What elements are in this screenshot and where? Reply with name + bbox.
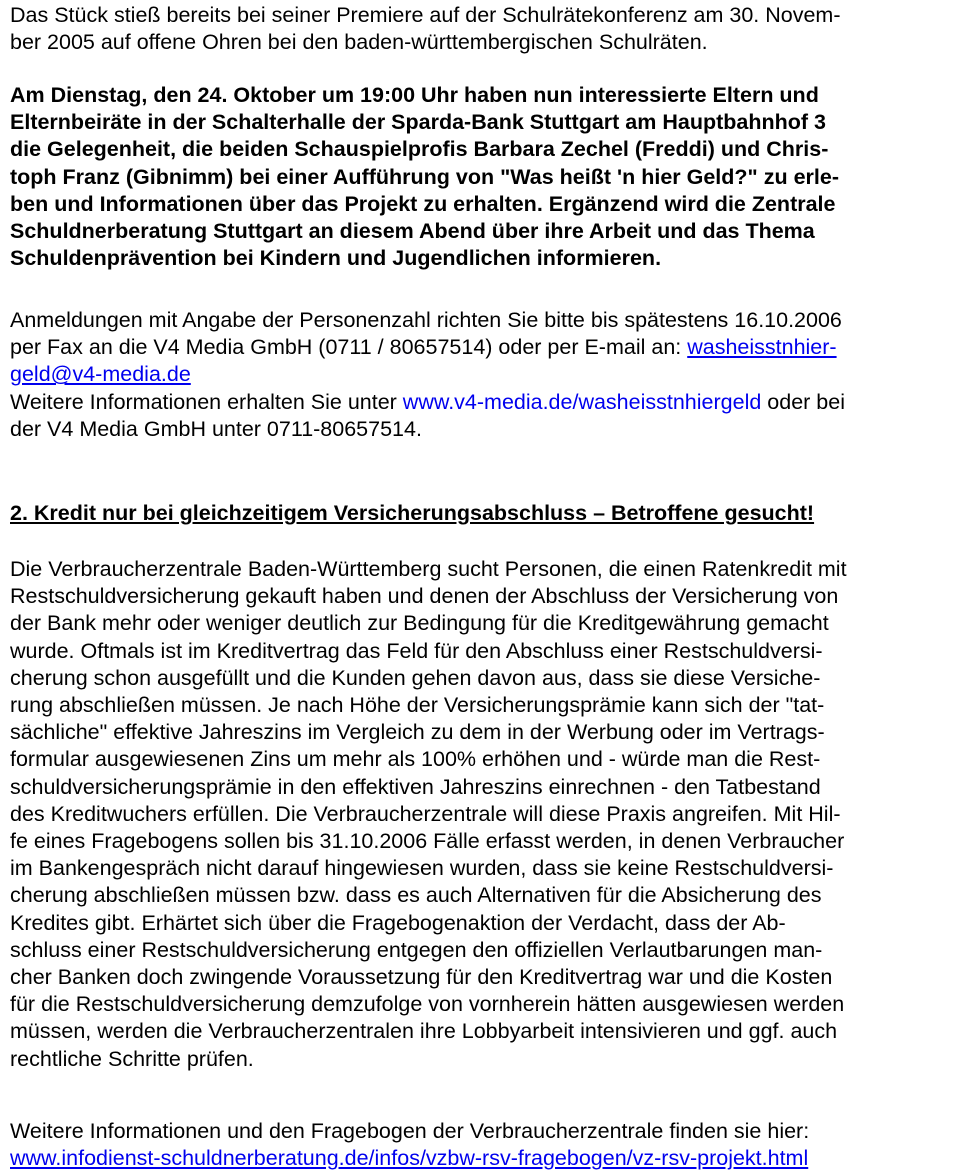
event-line: Schuldnerberatung Stuttgart an diesem Abend über ihre Arbeit und das Thema — [10, 219, 815, 244]
body-line: des Kreditwuchers erfüllen. Die Verbraucherzentrale will diese Praxis angreifen. Mit Hil- — [10, 801, 841, 826]
section-2-paragraph — [10, 556, 955, 1073]
registration-line — [10, 334, 955, 361]
body-line: Restschuldversicherung gekauft haben und denen der Abschluss der Versicherung von — [10, 584, 839, 609]
body-line: cherung abschließen müssen bzw. dass es auch Alternativen für die Absicherung des — [10, 883, 822, 908]
registration-fax-text: per Fax an die V4 Media GmbH (0711 / 80657514) oder per E-mail an: — [10, 335, 688, 360]
event-line: die Gelegenheit, die beiden Schauspielprofis Barbara Zechel (Freddi) und Chris- — [10, 137, 829, 162]
registration-paragraph — [10, 307, 955, 443]
event-line: ben und Informationen über das Projekt zu erhalten. Ergänzend wird die Zentrale — [10, 191, 836, 216]
body-line: sächliche" effektive Jahreszins im Vergleich zu dem in der Werbung oder im Vertrags- — [10, 720, 825, 745]
registration-line — [10, 361, 955, 388]
body-line: rung abschließen müssen. Je nach Höhe der Versicherungsprämie kann sich der "tat- — [10, 693, 825, 718]
body-line: müssen, werden die Verbraucherzentralen ihre Lobbyarbeit intensivieren und ggf. auch — [10, 1019, 838, 1044]
section-heading — [10, 500, 955, 527]
questionnaire-link[interactable]: www.infodienst-schuldnerberatung.de/infos/vzbw-rsv-fragebogen/vz-rsv-projekt.html — [10, 1146, 809, 1171]
email-link-continued[interactable]: geld@v4-media.de — [10, 362, 191, 387]
body-line: cherung schon ausgefüllt und die Kunden gehen davon aus, dass sie diese Versiche- — [10, 665, 821, 690]
registration-line — [10, 389, 955, 416]
body-line: Kredites gibt. Erhärtet sich über die Fragebogenaktion der Verdacht, dass der Ab- — [10, 910, 786, 935]
email-link[interactable]: washeisstnhier- — [687, 335, 837, 360]
more-info-line — [10, 1145, 955, 1172]
event-line: Elternbeiräte in der Schalterhalle der Sparda-Bank Stuttgart am Hauptbahnhof 3 — [10, 110, 826, 135]
registration-line: der V4 Media GmbH unter 0711-80657514. — [10, 416, 422, 441]
event-line: Am Dienstag, den 24. Oktober um 19:00 Uhr haben nun interessierte Eltern und — [10, 83, 819, 107]
registration-line: Anmeldungen mit Angabe der Personenzahl richten Sie bitte bis spätestens 16.10.2006 — [10, 308, 842, 332]
website-link[interactable]: www.v4-media.de/washeisstnhiergeld — [402, 389, 762, 414]
event-line: Schuldenprävention bei Kindern und Jugendlichen informieren. — [10, 246, 662, 271]
event-paragraph — [10, 82, 955, 272]
body-line: formular ausgewiesenen Zins um mehr als 100% erhöhen und - würde man die Rest- — [10, 747, 821, 772]
intro-line: ber 2005 auf offene Ohren bei den baden-württembergischen Schulräten. — [10, 30, 708, 55]
intro-line: Das Stück stieß bereits bei seiner Premiere auf der Schulrätekonferenz am 30. Novem- — [10, 3, 841, 27]
section-2-title: 2. Kredit nur bei gleichzeitigem Versicherungsabschluss – Betroffene gesucht! — [10, 501, 815, 525]
body-line: wurde. Oftmals ist im Kreditvertrag das Feld für den Abschluss einer Restschuldversi- — [10, 638, 823, 663]
event-line: toph Franz (Gibnimm) bei einer Aufführung von "Was heißt 'n hier Geld?" zu erle- — [10, 164, 839, 189]
more-info-paragraph — [10, 1118, 955, 1172]
body-line: für die Restschuldversicherung demzufolge von vornherein hätten ausgewiesen werden — [10, 992, 845, 1017]
intro-paragraph — [10, 2, 955, 56]
body-line: fe eines Fragebogens sollen bis 31.10.2006 Fälle erfasst werden, in denen Verbraucher — [10, 829, 845, 854]
body-line: cher Banken doch zwingende Voraussetzung für den Kreditvertrag war und die Kosten — [10, 965, 833, 990]
body-line: Die Verbraucherzentrale Baden-Württemberg sucht Personen, die einen Ratenkredit mit — [10, 557, 847, 581]
more-info-text: Weitere Informationen erhalten Sie unter — [10, 389, 403, 414]
more-info-line: Weitere Informationen und den Fragebogen der Verbraucherzentrale finden sie hier: — [10, 1119, 810, 1143]
body-line: im Bankengespräch nicht darauf hingewiesen wurden, dass sie keine Restschuldversi- — [10, 856, 834, 881]
body-line: der Bank mehr oder weniger deutlich zur Bedingung für die Kreditgewährung gemacht — [10, 611, 829, 636]
more-info-suffix: oder bei — [761, 389, 845, 414]
body-line: schluss einer Restschuldversicherung entgegen den offiziellen Verlautbarungen man- — [10, 937, 823, 962]
body-line: schuldversicherungsprämie in den effektiven Jahreszins einrechnen - den Tatbestand — [10, 774, 821, 799]
body-line: rechtliche Schritte prüfen. — [10, 1046, 254, 1071]
